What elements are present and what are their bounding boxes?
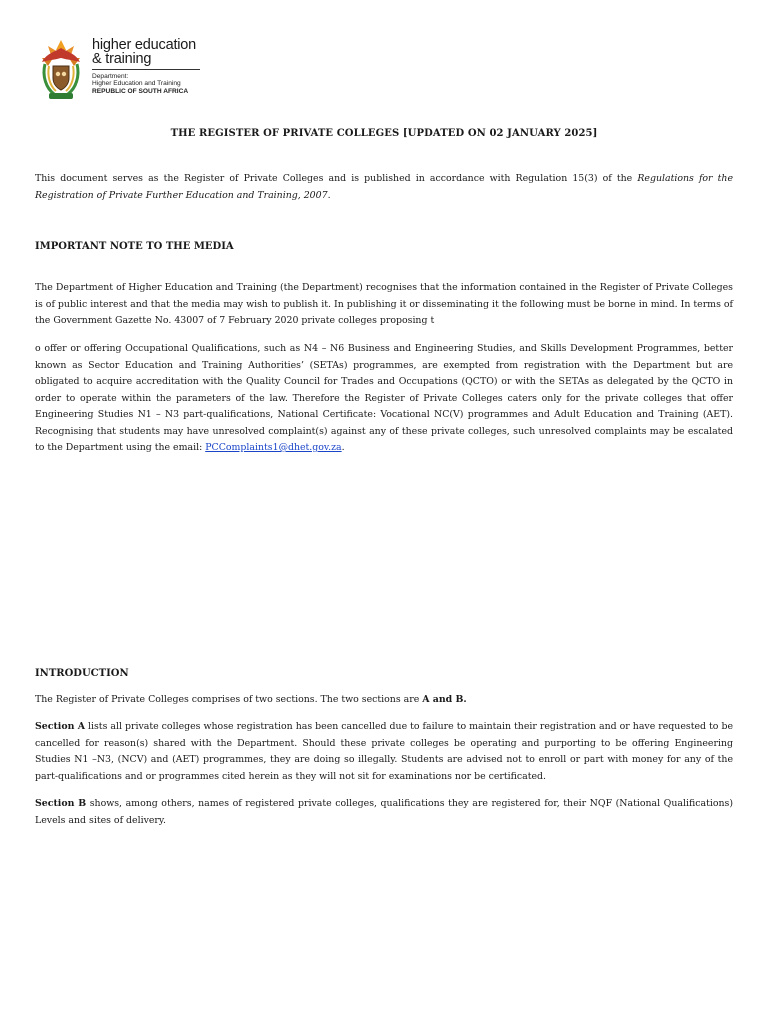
intro-text: This document serves as the Register of Private Colleges and is published in accordance with Regulation 15(3) of the (35, 173, 638, 184)
section-b-label: Section B (35, 798, 87, 809)
brand-divider (92, 69, 200, 70)
department-header (36, 36, 216, 104)
section-a-text: lists all private colleges whose registration has been cancelled due to failure to maintain their registration and or have requested to be cancelled for reason(s) shared with the Department. Should these private colleges be operating and purporting to be offering Engineering Studies N1 –N3, (NCV) and (AET) programmes, they are doing so illegally. Students are advised not to enroll or part with money for any of the part-qualifications and or programmes cited herein as they will not sit for examinations nor be certificated. (35, 721, 733, 782)
media-paragraph-2-text: o offer or offering Occupational Qualifications, such as N4 – N6 Business and Engineering Studies, and Skills Development Programmes, better known as Sector Education and Training Authorities’ (SETAs) programmes, are exempted from registration with the Department but are obligated to acquire accreditation with the Quality Council for Trades and Occupations (QCTO) or with the SETAs as delegated by the QCTO in order to operate within the parameters of the law. Therefore the Register of Private Colleges caters only for the private colleges that offer Engineering Studies N1 – N3 part-qualifications, National Certificate: Vocational NC(V) programmes and Adult Education and Training (AET). Recognising that students may have unresolved complaint(s) against any of these private colleges, such unresolved complaints may be escalated to the Department using the email: (35, 343, 733, 453)
section-b-paragraph (35, 796, 733, 829)
introduction-heading: INTRODUCTION (35, 668, 129, 679)
department-label: Department: (92, 73, 129, 80)
complaints-email-link[interactable]: PCComplaints1@dhet.gov.za (205, 442, 342, 453)
brand-line-2: & training (92, 51, 152, 67)
sections-bold: A and B. (422, 694, 467, 705)
media-paragraph-2 (35, 341, 733, 457)
country-name: REPUBLIC OF SOUTH AFRICA (92, 87, 189, 95)
intro-paragraph (35, 171, 733, 204)
section-b-text: shows, among others, names of registered private colleges, qualifications they are registered for, their NQF (National Qualifications) Levels and sites of delivery. (35, 798, 733, 826)
coat-of-arms-logo (36, 36, 86, 102)
sections-paragraph (35, 692, 733, 709)
media-paragraph-1: The Department of Higher Education and Training (the Department) recognises that the information contained in the Register of Private Colleges is of public interest and that the media may wish to publish it. In publishing it or disseminating it the following must be borne in mind. In terms of the Government Gazette No. 43007 of 7 February 2020 private colleges proposing t (35, 282, 733, 326)
intro-end: . (327, 189, 331, 201)
document-title: THE REGISTER OF PRIVATE COLLEGES [UPDATED ON 02 JANUARY 2025] (170, 128, 598, 139)
section-a-paragraph (35, 719, 733, 785)
sections-text: The Register of Private Colleges comprises of two sections. The two sections are (35, 694, 423, 705)
brand-line-1: higher education (92, 37, 197, 53)
department-name: Higher Education and Training (92, 80, 181, 88)
email-end: . (341, 442, 345, 453)
brand-block (92, 38, 216, 95)
section-a-label: Section A (35, 721, 85, 732)
regulation-title: Regulations for the Registration of Private Further Education and Training, 2007 (35, 173, 733, 201)
media-note-heading: IMPORTANT NOTE TO THE MEDIA (35, 241, 234, 252)
